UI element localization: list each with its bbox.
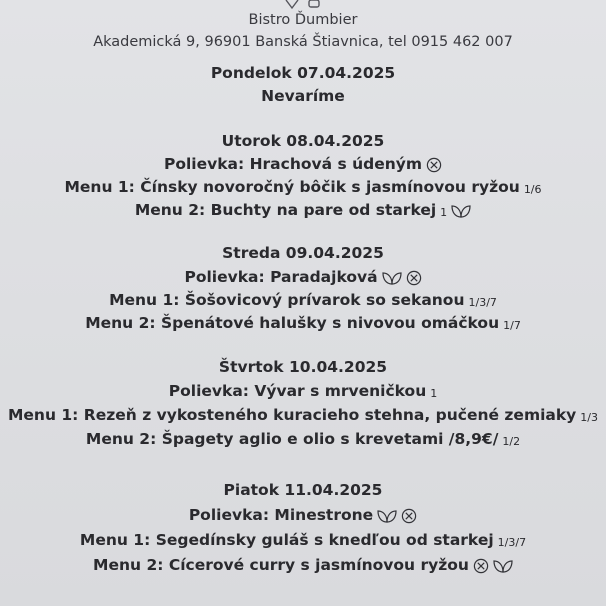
vegan-leaf-icon <box>382 270 402 286</box>
day-note-monday: Nevaríme <box>261 87 345 105</box>
allergens-menu1-tuesday: 1/6 <box>523 183 542 196</box>
soup-thursday <box>0 384 606 400</box>
day-title-tuesday: Utorok 08.04.2025 <box>221 132 385 150</box>
menu1-thursday-text: Menu 1: Rezeň z vykosteného kuracieho stehna, pučené zemiaky <box>8 406 577 424</box>
allergens-menu1-thursday: 1/3 <box>580 411 598 424</box>
menu2-friday-text: Menu 2: Cícerové curry s jasmínovou ryžou <box>93 556 469 574</box>
menu2-thursday <box>0 432 606 448</box>
allergens-menu2-wednesday: 1/7 <box>503 319 521 332</box>
menu1-tuesday-text: Menu 1: Čínsky novoročný bôčik s jasmínovou ryžou <box>64 178 520 196</box>
menu1-thursday <box>0 408 606 424</box>
day-title-friday: Piatok 11.04.2025 <box>223 481 383 499</box>
allergens-menu1-friday: 1/3/7 <box>497 536 527 549</box>
menu1-tuesday <box>0 180 606 196</box>
allergens-menu2-thursday: 1/2 <box>502 435 521 448</box>
gluten-free-icon <box>406 270 422 286</box>
menu2-tuesday <box>0 203 606 219</box>
logo <box>0 0 606 10</box>
gluten-free-icon <box>473 558 489 574</box>
soup-thursday-text: Polievka: Vývar s mrveničkou <box>168 382 427 400</box>
allergens-menu2-tuesday: 1 <box>440 206 448 219</box>
menu2-wednesday-text: Menu 2: Špenátové halušky s nivovou omáčkou <box>85 314 500 332</box>
bistro-name: Bistro Ďumbier <box>248 12 358 28</box>
day-title-thursday: Štvrtok 10.04.2025 <box>218 358 388 376</box>
menu1-wednesday <box>0 293 606 309</box>
vegan-leaf-icon <box>451 203 471 219</box>
menu2-friday <box>0 558 606 574</box>
soup-tuesday <box>0 157 606 173</box>
menu1-friday <box>0 533 606 549</box>
soup-wednesday <box>0 270 606 286</box>
vegan-leaf-icon <box>377 508 397 524</box>
allergens-menu1-wednesday: 1/3/7 <box>468 296 497 309</box>
logo-icon-right <box>307 0 321 10</box>
menu1-wednesday-text: Menu 1: Šošovicový prívarok so sekanou <box>109 291 465 309</box>
soup-friday <box>0 508 606 524</box>
gluten-free-icon <box>426 157 442 173</box>
menu2-wednesday <box>0 316 606 332</box>
menu2-thursday-text: Menu 2: Špagety aglio e olio s krevetami /8,9€/ <box>85 430 499 448</box>
day-title-monday: Pondelok 07.04.2025 <box>210 64 396 82</box>
day-title-wednesday: Streda 09.04.2025 <box>222 244 384 262</box>
menu2-tuesday-text: Menu 2: Buchty na pare od starkej <box>134 201 437 219</box>
gluten-free-icon <box>401 508 417 524</box>
soup-tuesday-text: Polievka: Hrachová s údeným <box>163 155 423 173</box>
vegan-leaf-icon <box>493 558 513 574</box>
bistro-address: Akademická 9, 96901 Banská Štiavnica, tel 0915 462 007 <box>93 34 513 50</box>
soup-friday-text: Polievka: Minestrone <box>188 506 374 524</box>
soup-wednesday-text: Polievka: Paradajková <box>184 268 378 286</box>
logo-icon-left <box>285 0 299 10</box>
allergens-soup-thursday: 1 <box>430 387 438 400</box>
menu1-friday-text: Menu 1: Segedínsky guláš s knedľou od starkej <box>79 531 494 549</box>
